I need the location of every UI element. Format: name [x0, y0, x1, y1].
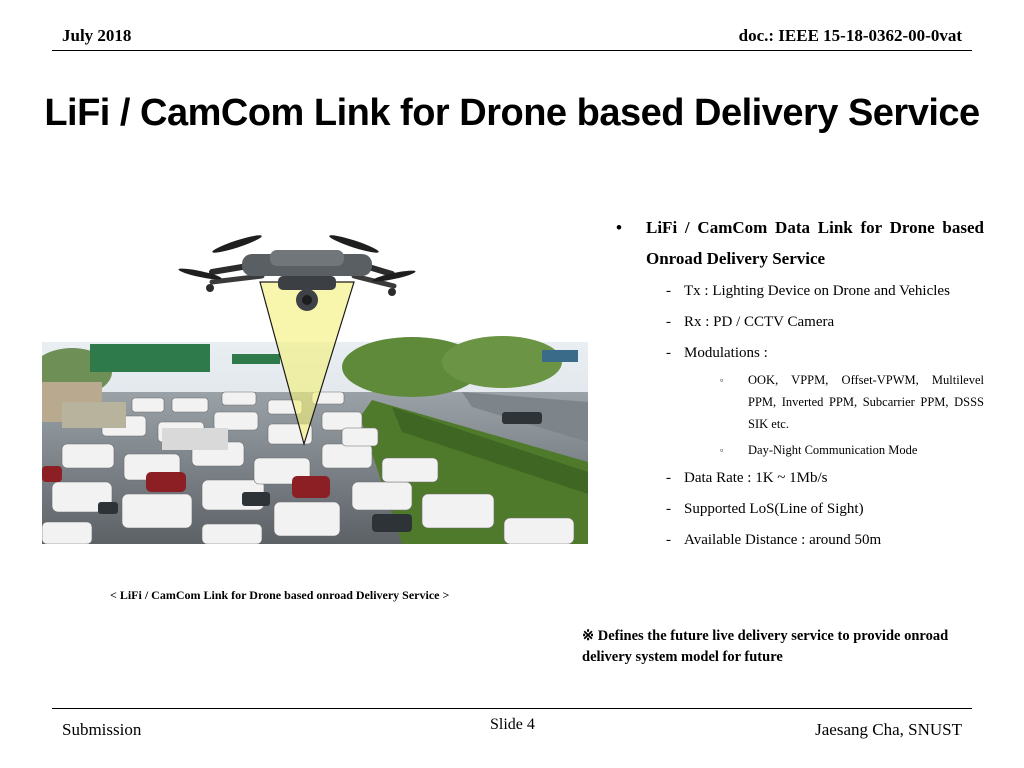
list-item-text: Data Rate : 1K ~ 1Mb/s [684, 470, 828, 486]
square-bullet-icon: ▫ [720, 445, 724, 455]
list-item [664, 340, 984, 367]
drone-traffic-illustration [42, 232, 588, 544]
list-item-text: Tx : Lighting Device on Drone and Vehicles [684, 283, 950, 299]
dash-icon: - [666, 470, 671, 486]
bullet-dot-icon: • [616, 218, 622, 237]
slide-title: LiFi / CamCom Link for Drone based Delivery Service [44, 92, 980, 134]
square-bullet-icon: ▫ [720, 375, 724, 385]
sub-list-item [720, 439, 984, 461]
header-doc-id: doc.: IEEE 15-18-0362-00-0vat [738, 26, 962, 45]
list-item-text: Rx : PD / CCTV Camera [684, 314, 835, 330]
list-item [664, 496, 984, 523]
dash-icon: - [666, 345, 671, 361]
list-item-text: Modulations : [684, 345, 768, 361]
list-item [664, 465, 984, 492]
slide-number: Slide 4 [490, 716, 535, 733]
list-item [664, 278, 984, 305]
header-rule [52, 50, 972, 51]
drone-icon [178, 233, 416, 311]
bullet-list [616, 212, 984, 554]
footer-rule [52, 708, 972, 709]
main-bullet [616, 212, 984, 274]
dash-icon: - [666, 283, 671, 299]
sub-list-item [720, 369, 984, 435]
list-item-text: Available Distance : around 50m [684, 532, 882, 548]
list-item [664, 527, 984, 554]
main-bullet-text: LiFi / CamCom Data Link for Drone based Onroad Delivery Service [646, 218, 984, 268]
future-note: ※ Defines the future live delivery service to provide onroad delivery system model for future [582, 628, 949, 665]
sub-list-item-text: Day-Night Communication Mode [748, 443, 918, 457]
sub-list-item-text: OOK, VPPM, Offset-VPWM, Multilevel PPM, Inverted PPM, Subcarrier PPM, DSSS SIK etc. [748, 373, 984, 431]
figure-caption: < LiFi / CamCom Link for Drone based onroad Delivery Service > [110, 588, 450, 602]
list-item [664, 309, 984, 336]
footer-author: Jaesang Cha, SNUST [815, 720, 962, 739]
header-date: July 2018 [62, 26, 132, 45]
footer-submission: Submission [62, 720, 142, 739]
dash-icon: - [666, 532, 671, 548]
dash-icon: - [666, 501, 671, 517]
list-item-text: Supported LoS(Line of Sight) [684, 501, 864, 517]
dash-icon: - [666, 314, 671, 330]
